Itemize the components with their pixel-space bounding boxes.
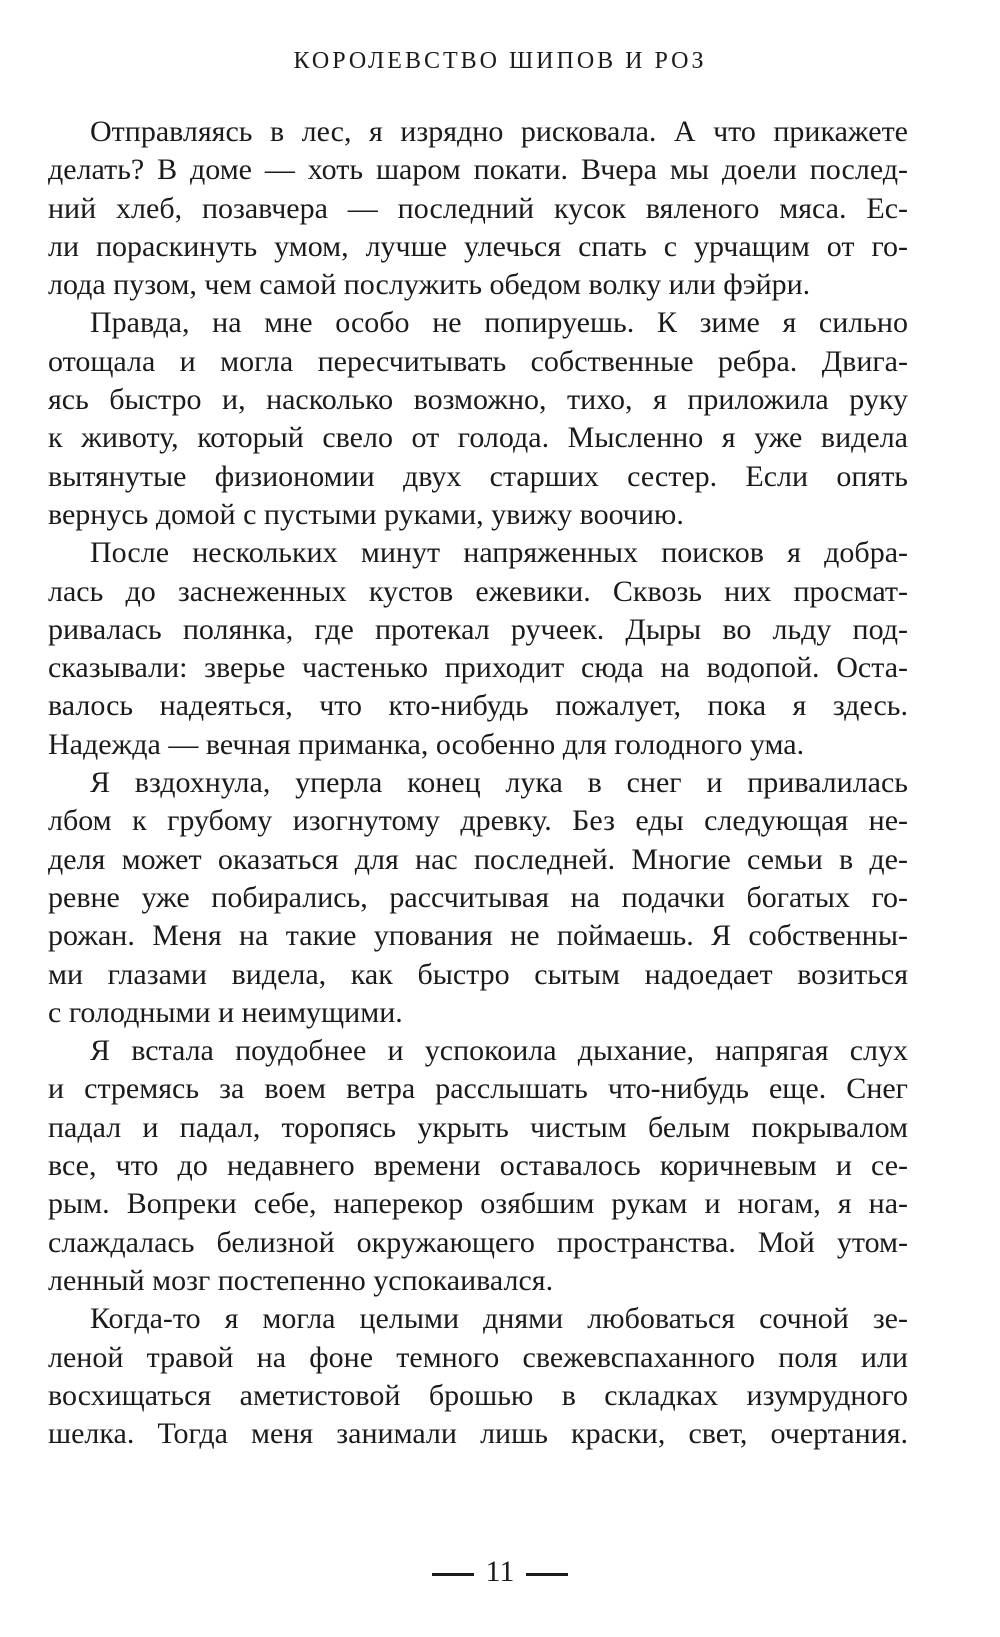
text-line: слаждалась белизной окружающего пространства. Мой утом- — [48, 1225, 908, 1259]
text-line: с голодными и неимущими. — [48, 995, 403, 1029]
text-line: шелка. Тогда меня занимали лишь краски, свет, очертания. — [48, 1417, 908, 1451]
paragraph — [48, 534, 908, 764]
text-line: Я вздохнула, уперла конец лука в снег и привалилась — [90, 766, 908, 800]
text-line: ривалась полянка, где протекал ручеек. Дыры во льду под- — [48, 612, 908, 646]
text-line: к животу, который свело от голода. Мысленно я уже видела — [48, 421, 908, 455]
body-text — [48, 113, 908, 1453]
page-number: 11 — [485, 1555, 515, 1588]
text-line: Отправляясь в лес, я изрядно рисковала. А что прикажете — [90, 115, 908, 148]
text-line: Надежда — вечная приманка, особенно для голодного ума. — [48, 727, 805, 761]
paragraph — [48, 1032, 908, 1300]
folio-dash-left — [432, 1573, 474, 1576]
text-line: лода пузом, чем самой послужить обедом волку или фэйри. — [48, 268, 811, 302]
text-line: сказывали: зверье частенько приходит сюда на водопой. Оста- — [48, 651, 908, 685]
text-line: валось надеяться, что кто-нибудь пожалует, пока я здесь. — [48, 689, 908, 723]
text-line: деля может оказаться для нас последней. Многие семьи в де- — [48, 842, 908, 876]
paragraph — [48, 764, 908, 1032]
text-line: ми глазами видела, как быстро сытым надоедает возиться — [48, 957, 908, 991]
text-line: отощала и могла пересчитывать собственные ребра. Двига- — [48, 344, 908, 378]
page-folio — [0, 1555, 1000, 1589]
text-line: Когда-то я могла целыми днями любоваться сочной зе- — [90, 1302, 908, 1336]
text-line: После нескольких минут напряженных поисков я добра- — [90, 536, 908, 570]
text-line: все, что до недавнего времени оставалось коричневым и се- — [48, 1149, 908, 1183]
paragraph — [48, 304, 908, 534]
text-line: ясь быстро и, насколько возможно, тихо, я приложила руку — [48, 383, 908, 417]
text-line: лась до заснеженных кустов ежевики. Сквозь них просмат- — [48, 574, 908, 608]
paragraph — [48, 113, 908, 304]
text-line: ний хлеб, позавчера — последний кусок вяленого мяса. Ес- — [48, 191, 908, 225]
text-line: ленный мозг постепенно успокаивался. — [48, 1263, 554, 1297]
text-line: и стремясь за воем ветра расслышать что-нибудь еще. Снег — [48, 1072, 908, 1106]
paragraph — [48, 1300, 908, 1453]
text-line: вытянутые физиономии двух старших сестер. Если опять — [48, 459, 908, 493]
text-line: леной травой на фоне темного свежевспаханного поля или — [48, 1340, 908, 1374]
text-line: ревне уже побирались, рассчитывая на подачки богатых го- — [48, 880, 908, 914]
text-line: вернусь домой с пустыми руками, увижу воочию. — [48, 497, 684, 531]
text-line: лбом к грубому изогнутому древку. Без еды следующая не- — [48, 804, 908, 838]
text-line: рожан. Меня на такие упования не поймаешь. Я собственны- — [48, 919, 908, 953]
text-line: делать? В доме — хоть шаром покати. Вчера мы доели послед- — [48, 153, 908, 187]
folio-dash-right — [526, 1573, 568, 1576]
text-line: падал и падал, торопясь укрыть чистым белым покрывалом — [48, 1110, 908, 1144]
text-line: рым. Вопреки себе, наперекор озябшим рукам и ногам, я на- — [48, 1187, 908, 1221]
text-line: Правда, на мне особо не попируешь. К зиме я сильно — [90, 306, 908, 340]
text-line: Я встала поудобнее и успокоила дыхание, напрягая слух — [90, 1034, 908, 1068]
text-line: восхищаться аметистовой брошью в складках изумрудного — [48, 1378, 908, 1412]
text-line: ли пораскинуть умом, лучше улечься спать с урчащим от го- — [48, 229, 908, 263]
running-header: КОРОЛЕВСТВО ШИПОВ И РОЗ — [293, 48, 707, 74]
